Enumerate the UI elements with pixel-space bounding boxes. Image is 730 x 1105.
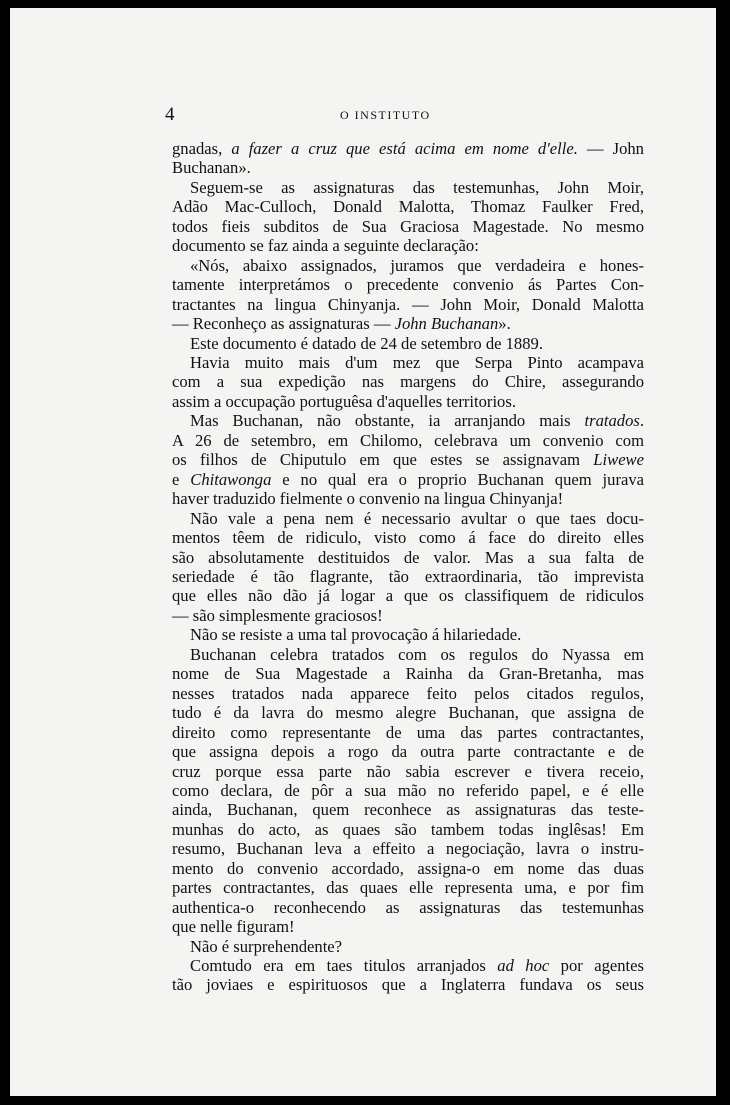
- text-segment: nome de Sua Magestade a Rainha da Gran-Bretanha, mas: [172, 664, 644, 684]
- text-line: [172, 372, 644, 391]
- text-line: [172, 937, 644, 956]
- text-segment: Comtudo era em taes titulos arranjados: [190, 956, 498, 976]
- text-segment: Seguem-se as assignaturas das testemunhas, John Moir,: [190, 177, 644, 197]
- text-segment: Não se resiste a uma tal provocação á hilariedade.: [190, 625, 522, 645]
- text-segment: .: [639, 411, 644, 431]
- text-segment: nesses tratados nada apparece feito pelos citados regulos,: [172, 683, 644, 703]
- text-segment: authentica-o reconhecendo as assignaturas das testemunhas: [172, 897, 644, 917]
- text-line: [172, 684, 644, 703]
- text-segment: com a sua expedição nas margens do Chire, assegurando: [172, 372, 644, 392]
- text-line: [172, 645, 644, 664]
- text-segment: e no qual era o proprio Buchanan quem jurava: [271, 469, 645, 489]
- text-segment: Este documento é datado de 24 de setembro de 1889.: [190, 333, 543, 353]
- text-segment: Não é surprehendente?: [190, 936, 343, 956]
- text-segment: são absolutamente destituidos de valor. Mas a sua falta de: [172, 547, 644, 567]
- text-segment: que elles não dão já logar a que os classifiquem de ridiculos: [172, 586, 644, 606]
- text-line: [172, 353, 644, 372]
- text-segment: — são simplesmente graciosos!: [172, 605, 383, 625]
- text-line: [172, 314, 644, 333]
- text-line: [172, 742, 644, 761]
- italic-segment: Liwewe: [593, 450, 644, 470]
- text-segment: A 26 de setembro, em Chilomo, celebrava um convenio com: [172, 430, 644, 450]
- text-line: [172, 392, 644, 411]
- text-segment: cruz porque essa parte não sabia escrever e tivera receio,: [172, 761, 644, 781]
- text-segment: documento se faz ainda a seguinte declaração:: [172, 236, 479, 256]
- italic-segment: John Buchanan: [394, 314, 499, 334]
- text-line: [172, 878, 644, 897]
- text-segment: ainda, Buchanan, quem reconhece as assignaturas das teste-: [172, 800, 644, 820]
- text-segment: — John: [577, 139, 644, 158]
- text-segment: ».: [498, 314, 511, 334]
- text-line: [172, 917, 644, 936]
- text-line: [172, 548, 644, 567]
- text-line: [172, 839, 644, 858]
- text-line: [172, 256, 644, 275]
- text-segment: os filhos de Chiputulo em que estes se assignavam: [172, 450, 594, 470]
- text-line: [172, 197, 644, 216]
- page-number: 4: [165, 104, 175, 125]
- text-segment: mento do convenio accordado, assigna-o em nome das duas: [172, 858, 644, 878]
- text-line: [172, 275, 644, 294]
- text-line: [172, 703, 644, 722]
- text-segment: haver traduzido fielmente o convenio na lingua Chinyanja!: [172, 489, 564, 509]
- text-segment: tão joviaes e espirituosos que a Inglaterra fundava os seus: [172, 975, 644, 995]
- text-line: [172, 820, 644, 839]
- italic-segment: tratados: [584, 411, 640, 431]
- text-segment: Buchanan».: [172, 158, 251, 178]
- text-segment: como declara, de pôr a sua mão no referido papel, e é elle: [172, 780, 644, 800]
- text-segment: por agentes: [549, 956, 644, 976]
- text-segment: Havia muito mais d'um mez que Serpa Pinto acampava: [190, 352, 644, 372]
- text-line: [172, 762, 644, 781]
- text-line: [172, 178, 644, 197]
- text-line: [172, 411, 644, 430]
- page-header: [10, 104, 716, 124]
- text-segment: seriedade é tão flagrante, tão extraordinaria, tão imprevista: [172, 566, 644, 586]
- text-segment: munhas do acto, as quaes são tambem todas inglêsas! Em: [172, 819, 644, 839]
- text-segment: direito como representante de uma das partes contractantes,: [172, 722, 644, 742]
- text-line: [172, 664, 644, 683]
- text-line: [172, 295, 644, 314]
- text-segment: «Nós, abaixo assignados, juramos que verdadeira e hones-: [190, 255, 644, 275]
- italic-segment: ad hoc: [497, 956, 550, 976]
- running-title: O INSTITUTO: [340, 108, 431, 122]
- text-line: [172, 139, 644, 158]
- text-segment: Não vale a pena nem é necessario avultar o que taes docu-: [190, 508, 644, 528]
- text-line: [172, 781, 644, 800]
- text-line: [172, 217, 644, 236]
- text-line: [172, 509, 644, 528]
- book-page: [10, 8, 716, 1096]
- text-segment: resumo, Buchanan leva a effeito a negociação, lavra o instru-: [172, 839, 644, 859]
- text-line: [172, 800, 644, 819]
- text-segment: mentos têem de ridiculo, visto como á face do direito elles: [172, 528, 644, 548]
- text-line: [172, 975, 644, 994]
- text-line: [172, 606, 644, 625]
- text-segment: tractantes na lingua Chinyanja. — John Moir, Donald Malotta: [172, 294, 644, 314]
- text-segment: assim a occupação portuguêsa d'aquelles territorios.: [172, 391, 516, 411]
- text-segment: Mas Buchanan, não obstante, ia arranjando mais: [190, 411, 585, 431]
- body-text: [172, 139, 644, 995]
- text-line: [172, 431, 644, 450]
- text-segment: tudo é da lavra do mesmo alegre Buchanan, que assigna de: [172, 703, 644, 723]
- text-line: [172, 236, 644, 255]
- text-segment: todos fieis subditos de Sua Graciosa Magestade. No mesmo: [172, 216, 644, 236]
- text-line: [172, 158, 644, 177]
- text-line: [172, 450, 644, 469]
- text-segment: — Reconheço as assignaturas —: [172, 314, 395, 334]
- text-line: [172, 586, 644, 605]
- text-segment: tamente interpretámos o precedente convenio ás Partes Con-: [172, 275, 644, 295]
- italic-segment: a fazer a cruz que está acima em nome d'elle.: [231, 139, 578, 158]
- text-segment: partes contractantes, das quaes elle representa uma, e por fim: [172, 878, 644, 898]
- text-segment: Buchanan celebra tratados com os regulos do Nyassa em: [190, 644, 644, 664]
- text-line: [172, 528, 644, 547]
- text-segment: gnadas,: [172, 139, 232, 158]
- text-line: [172, 567, 644, 586]
- text-line: [172, 898, 644, 917]
- text-line: [172, 489, 644, 508]
- text-line: [172, 859, 644, 878]
- text-segment: que nelle figuram!: [172, 917, 295, 937]
- text-line: [172, 334, 644, 353]
- text-line: [172, 956, 644, 975]
- text-line: [172, 470, 644, 489]
- text-segment: que assigna depois a rogo da outra parte contractante e de: [172, 742, 644, 762]
- text-segment: Adão Mac-Culloch, Donald Malotta, Thomaz Faulker Fred,: [172, 197, 644, 217]
- italic-segment: Chitawonga: [190, 469, 272, 489]
- text-line: [172, 625, 644, 644]
- text-line: [172, 723, 644, 742]
- text-segment: e: [172, 469, 191, 489]
